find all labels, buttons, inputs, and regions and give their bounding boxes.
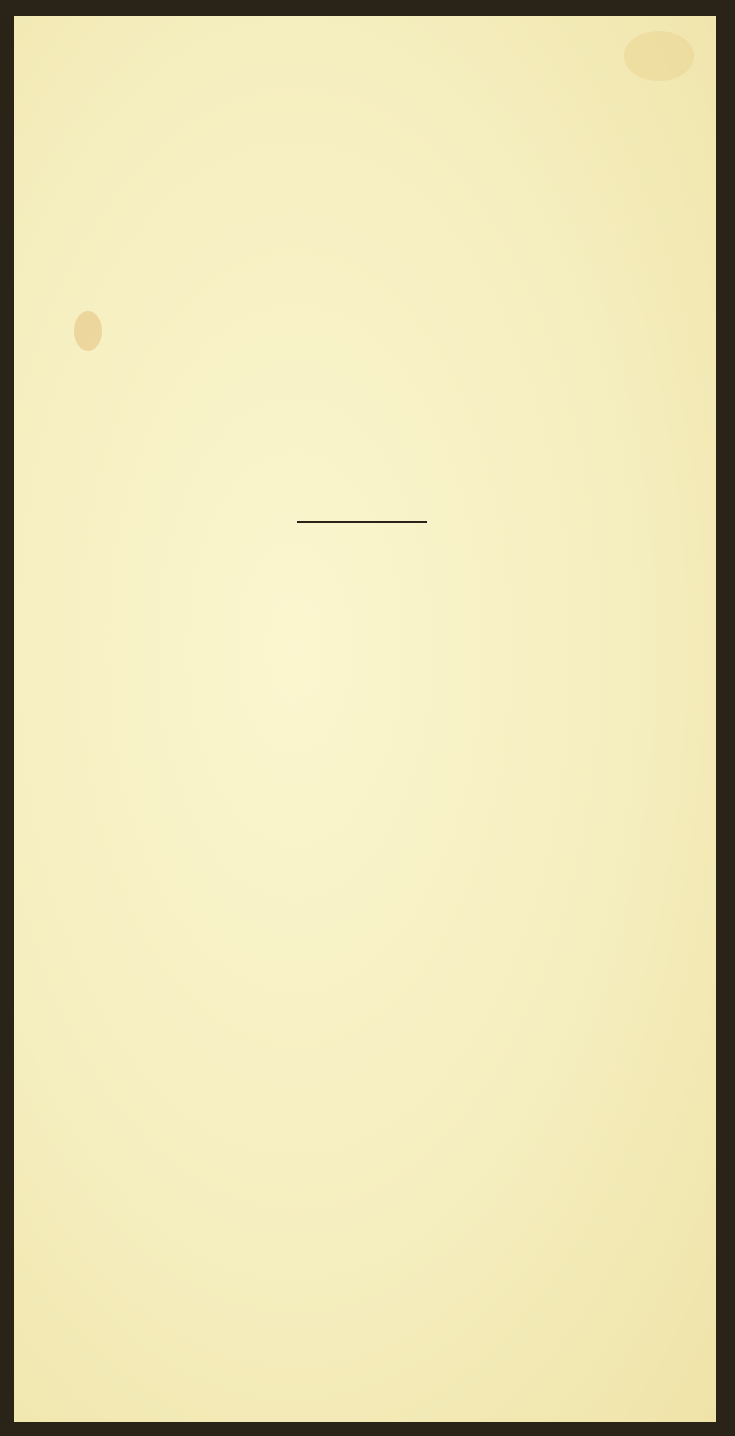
paper-stain xyxy=(74,311,102,351)
paper-stain xyxy=(624,31,694,81)
memorial-card xyxy=(14,16,716,1422)
divider xyxy=(297,521,427,523)
